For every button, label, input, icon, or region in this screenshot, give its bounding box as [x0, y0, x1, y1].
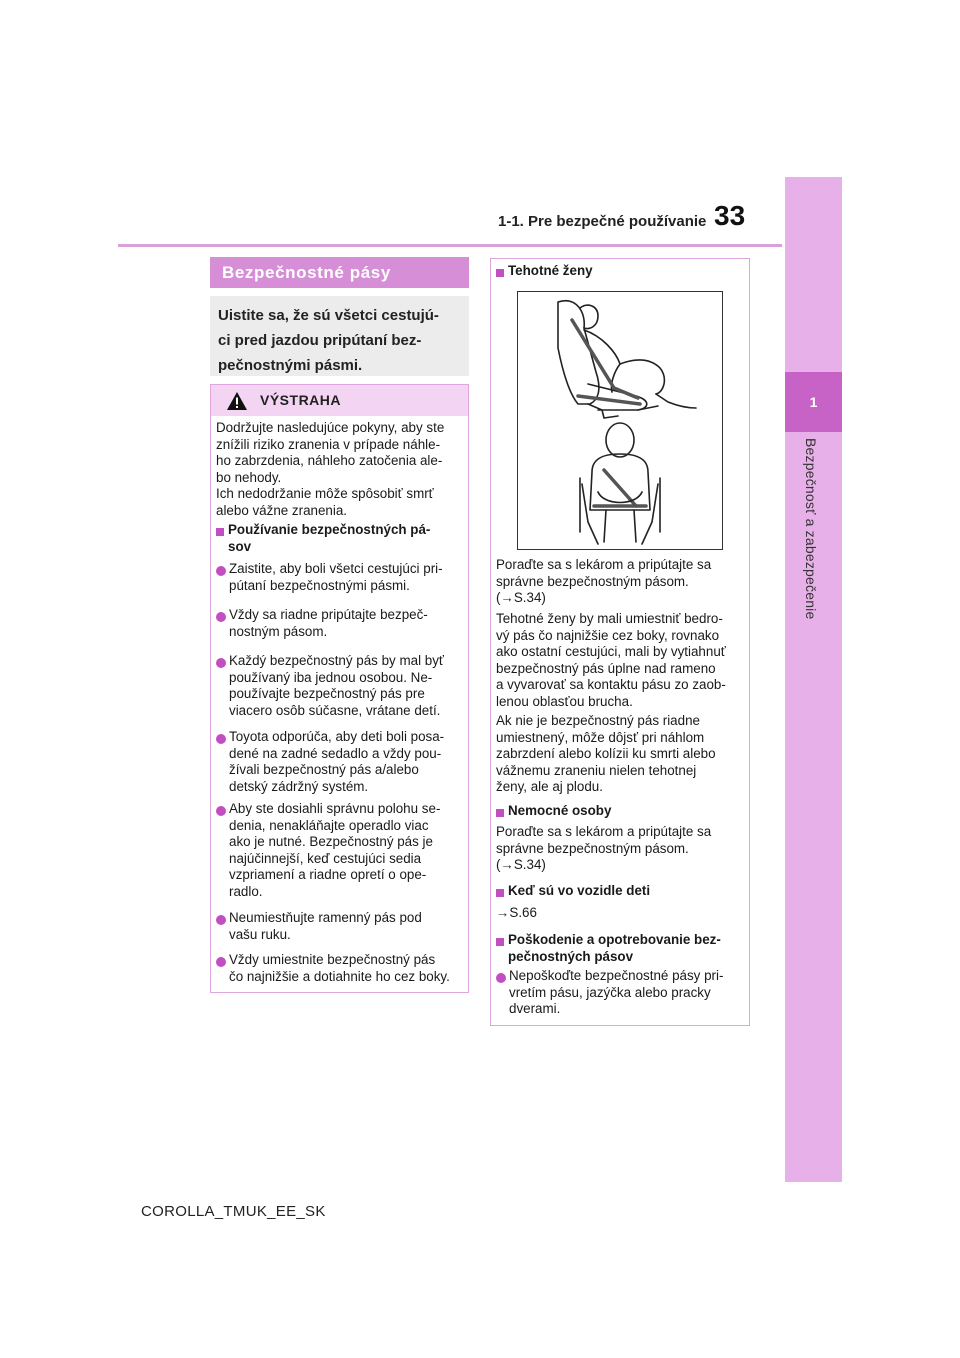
children-heading: Keď sú vo vozidle deti: [508, 883, 651, 898]
intro-text: Uistite sa, že sú všetci cestujú- ci pred jazdou pripútaní bez- pečnostnými pásmi.: [218, 307, 439, 374]
warning-bullet: Zaistite, aby boli všetci cestujúci pri- pútaní bezpečnostnými pásmi.: [229, 561, 443, 593]
heading-square-icon: [216, 528, 224, 536]
warning-bullet: Vždy umiestnite bezpečnostný pás čo najnižšie a dotiahnite ho cez boky.: [229, 952, 450, 984]
pregnant-woman-seatbelt-image: [518, 292, 722, 549]
bullet-dot-icon: [216, 734, 226, 744]
warning-bullet: Aby ste dosiahli správnu polohu se- denia, nenakláňajte operadlo viac ako je nutné. Bezpečnostný pás je najúčinnejší, keď cestujúci sedia vzpriamení a riadne opretí o ope- radlo.: [229, 801, 441, 899]
children-page-reference[interactable]: →S.66: [496, 905, 537, 920]
bullet-dot-icon: [216, 566, 226, 576]
bullet-dot-icon: [216, 658, 226, 668]
warning-bullet: Vždy sa riadne pripútajte bezpeč- nostným pásom.: [229, 607, 428, 639]
heading-square-icon: [496, 269, 504, 277]
heading-square-icon: [496, 809, 504, 817]
bullet-dot-icon: [216, 806, 226, 816]
bullet-dot-icon: [216, 957, 226, 967]
warning-triangle-icon: [226, 391, 248, 411]
page-number: 33: [714, 200, 746, 231]
pregnant-heading: Tehotné ženy: [508, 263, 593, 278]
seatbelt-illustration: [517, 291, 723, 550]
bullet-dot-icon: [216, 612, 226, 622]
heading-square-icon: [496, 938, 504, 946]
pregnant-paragraph-2: Tehotné ženy by mali umiestniť bedro- vý pás čo najnižšie cez boky, rovnako ako ostatní cestujúci, mali by vytiahnuť bezpečnostný pás úplne nad rameno a vyvarovať sa kontaktu pásu zo zaob- lenou oblasťou brucha.: [496, 611, 726, 709]
header-rule: [118, 244, 782, 247]
damage-bullet: Nepoškoďte bezpečnostné pásy pri- vretím pásu, jazýčka alebo pracky dverami.: [509, 968, 724, 1016]
chapter-title: Bezpečnosť a zabezpečenie: [803, 438, 819, 620]
document-code: COROLLA_TMUK_EE_SK: [141, 1203, 326, 1220]
bullet-dot-icon: [216, 915, 226, 925]
chapter-side-tab: [785, 177, 842, 1182]
warning-bullet: Neumiestňujte ramenný pás pod vašu ruku.: [229, 910, 422, 942]
pregnant-paragraph-3: Ak nie je bezpečnostný pás riadne umiestnený, môže dôjsť pri náhlom zabrzdení alebo kolízii ku smrti alebo vážnemu zraneniu nielen tehotnej ženy, ale aj plodu.: [496, 713, 716, 794]
warning-label: VÝSTRAHA: [260, 392, 342, 408]
warning-intro-text: Dodržujte nasledujúce pokyny, aby ste znížili riziko zranenia v prípade náhle- ho zabrzdenia, náhleho zatočenia ale- bo nehody. Ich nedodržanie môže spôsobiť smrť alebo vážne zranenia.: [216, 420, 445, 518]
ill-persons-paragraph: Poraďte sa s lekárom a pripútajte sa správne bezpečnostným pásom. (→S.34): [496, 824, 712, 872]
warning-bullet: Každý bezpečnostný pás by mal byť používaný iba jednou osobou. Ne- používajte bezpečnostný pás pre viacero osôb súčasne, vrátane detí.: [229, 653, 444, 718]
warning-subheading: Používanie bezpečnostných pá- sov: [228, 522, 431, 554]
bullet-dot-icon: [496, 973, 506, 983]
heading-square-icon: [496, 889, 504, 897]
warning-bullet: Toyota odporúča, aby deti boli posa- dené na zadné sedadlo a vždy pou- žívali bezpečnostný pás a/alebo detský zádržný systém.: [229, 729, 445, 794]
section-title: Bezpečnostné pásy: [222, 263, 391, 282]
damage-heading: Poškodenie a opotrebovanie bez- pečnostných pásov: [508, 932, 721, 964]
pregnant-paragraph-1: Poraďte sa s lekárom a pripútajte sa správne bezpečnostným pásom. (→S.34): [496, 557, 712, 605]
ill-persons-heading: Nemocné osoby: [508, 803, 612, 818]
running-header: 1-1. Pre bezpečné používanie: [498, 213, 707, 230]
chapter-number: 1: [809, 394, 818, 410]
